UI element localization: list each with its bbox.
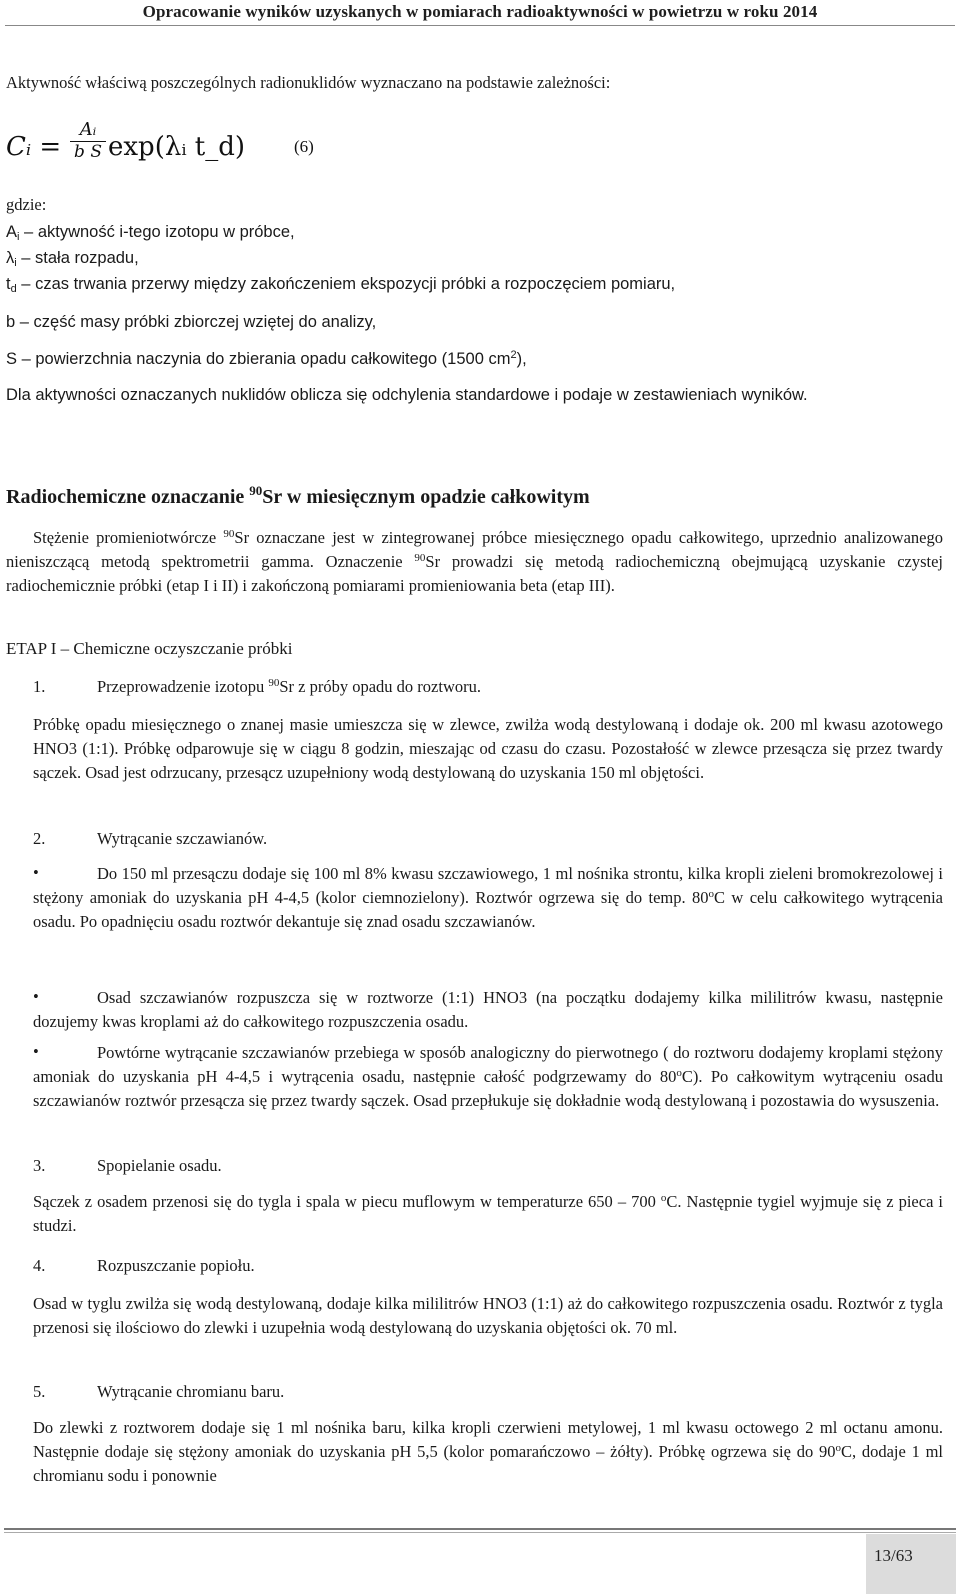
bullet-icon: • <box>33 1042 39 1061</box>
where-s-post: ), <box>516 350 527 368</box>
step-5-text-a: Do zlewki z roztworem dodaje się 1 ml nośnika baru, kilka kropli czerwieni metylowej, 1 ml kwasu octowego 2 ml octanu amonu. Następnie dodaje się stężony amoniak do uzyskania pH 5,5 (kolor pomarańczowo – żółty). Próbkę ogrzewa się do 90 <box>33 1418 943 1461</box>
step-5-text <box>33 1416 943 1488</box>
step-2-number: 2. <box>33 829 46 848</box>
formula-number: (6) <box>294 137 314 156</box>
where-description: – stała rozpadu, <box>16 249 139 267</box>
where-item-a <box>6 223 295 241</box>
step-5-title: Wytrącanie chromianu baru. <box>97 1382 285 1401</box>
formula-numerator: Aᵢ <box>70 120 106 142</box>
step-4-title: Rozpuszczanie popiołu. <box>97 1256 255 1275</box>
step-5-sup: o <box>835 1442 841 1454</box>
formula-rhs: exp(λᵢ t_d) <box>108 132 246 162</box>
para1-part-b: Sr oznaczane jest w zintegrowanej próbce miesięcznego opadu całkowitego, uprzednio analizowanego nieniszczącą metodą spektrometrii gamma. Oznaczenie <box>6 528 943 571</box>
where-description: – czas trwania przerwy między zakończeniem ekspozycji próbki a rozpoczęciem pomiaru, <box>16 275 676 293</box>
step-4-text: Osad w tyglu zwilża się wodą destylowaną, dodaje kilka mililitrów HNO3 (1:1) aż do całkowitego rozpuszczenia osadu. Roztwór z tygla przenosi się ilościowo do zlewki i uzupełnia wodą destylowaną do uzyskania objętości ok. 70 ml. <box>33 1294 943 1337</box>
intro-text: Aktywność właściwą poszczególnych radionuklidów wyznaczano na podstawie zależności: <box>6 73 611 92</box>
para1-sup-2: 90 <box>414 552 426 564</box>
where-subscript: d <box>10 283 17 295</box>
bullet-3-part-b: C). Po całkowitym wytrąceniu osadu szczawianów roztwór przesącza się przez twardy sączek. Osad przepłukuje się dokładnie wodą destylowaną i pozostawia do wysuszenia. <box>33 1067 944 1110</box>
step-1-title-sup: 90 <box>268 677 280 689</box>
section-heading <box>6 483 590 509</box>
step-3-text <box>33 1190 943 1238</box>
where-symbol: b <box>6 313 16 331</box>
where-item-b <box>6 313 376 331</box>
section-heading-sup: 90 <box>249 483 263 498</box>
step-1-title-pre: Przeprowadzenie izotopu <box>97 677 269 696</box>
para1-part-a: Stężenie promieniotwórcze <box>33 528 224 547</box>
formula-fraction <box>70 120 106 162</box>
step-3-text-b: C. Następnie tygiel wyjmuje się z pieca i studzi. <box>33 1192 943 1235</box>
bullet-icon: • <box>33 863 39 882</box>
bullet-3-text <box>33 1041 943 1113</box>
bullet-1-part-a: Do 150 ml przesączu dodaje się 100 ml 8% kwasu szczawiowego, 1 ml nośnika strontu, kilka kropli zieleni bromokrezolowej i stężony amoniak do uzyskania pH 4-4,5 (kolor ciemnozielony). Roztwór ogrzewa się do temp. 80 <box>33 864 943 907</box>
step-4-number: 4. <box>33 1256 46 1275</box>
etap-heading: ETAP I – Chemiczne oczyszczanie próbki <box>6 639 293 658</box>
formula-lhs: Cᵢ = <box>6 132 62 162</box>
step-2-title: Wytrącanie szczawianów. <box>97 829 268 848</box>
header-divider <box>5 25 955 26</box>
where-symbol: λ <box>6 249 15 267</box>
where-description: – część masy próbki zbiorczej wziętej do analizy, <box>15 313 377 331</box>
step-1-text: Próbkę opadu miesięcznego o znanej masie umieszcza się w zlewce, zwilża wodą destylowaną i dodaje ok. 200 ml kwasu azotowego HNO3 (1:1). Próbkę odparowuje się w ciągu 8 godzin, mieszając od czasu do czasu. Pozostałość w zlewce przesącza się przez twardy sączek. Osad jest odrzucany, przesącz uzupełniony wodą destylowaną do uzyskania 150 ml objętości. <box>33 715 943 782</box>
footer-divider-thin <box>4 1532 956 1533</box>
where-item-lambda <box>6 249 139 267</box>
bullet-3-part-a: Powtórne wytrącanie szczawianów przebiega w sposób analogiczny do pierwotnego ( do roztworu dodajemy kroplami stężony amoniak do uzyskania pH 4-4,5 i wytrącenia osadu, następnie całość podgrzewamy do 80 <box>33 1043 943 1086</box>
step-1-title <box>97 678 481 696</box>
sr90-intro-paragraph <box>6 526 943 598</box>
bullet-icon: • <box>33 987 39 1006</box>
step-3-number: 3. <box>33 1156 46 1175</box>
para1-part-c: Sr prowadzi się metodą radiochemiczną obejmującą uzyskanie czystej radiochemicznie próbki (etap I i II) i zakończoną pomiarami promieniowania beta (etap III). <box>6 552 944 595</box>
page-number: 13/63 <box>874 1546 913 1565</box>
bullet-1-sup: o <box>708 888 715 900</box>
step-1-title-post: Sr z próby opadu do roztworu. <box>279 677 481 696</box>
where-symbol: A <box>6 223 18 241</box>
header-title: Opracowanie wyników uzyskanych w pomiarach radioaktywności w powietrzu w roku 2014 <box>142 2 818 21</box>
para1-sup-1: 90 <box>223 528 235 540</box>
where-subscript: i <box>17 231 20 243</box>
formula-6 <box>6 118 336 172</box>
section-heading-post: Sr w miesięcznym opadzie całkowitym <box>262 486 590 508</box>
where-item-s <box>6 350 527 368</box>
where-label: gdzie: <box>6 195 47 214</box>
bullet-1-part-b: C w celu całkowitego wytrącenia osadu. Po opadnięciu osadu roztwór dekantuje się znad osadu szczawianów. <box>33 888 944 931</box>
formula-denominator: b S <box>74 142 102 162</box>
bullet-1-text <box>33 862 943 934</box>
footer-divider <box>4 1528 956 1530</box>
where-s-text: S – powierzchnia naczynia do zbierania opadu całkowitego (1500 cm <box>6 350 511 368</box>
where-symbol: t <box>6 275 11 293</box>
where-description: – aktywność i-tego izotopu w próbce, <box>19 223 295 241</box>
bullet-2-text: Osad szczawianów rozpuszcza się w roztworze (1:1) HNO3 (na początku dodajemy kilka mililitrów kwasu, następnie dozujemy kwas kroplami aż do całkowitego rozpuszczenia osadu. <box>33 988 943 1031</box>
step-3-title: Spopielanie osadu. <box>97 1156 222 1175</box>
standard-deviation-note: Dla aktywności oznaczanych nuklidów oblicza się odchylenia standardowe i podaje w zestawieniach wyników. <box>6 386 808 404</box>
page-header <box>0 0 960 30</box>
step-3-text-a: Sączek z osadem przenosi się do tygla i spala w piecu muflowym w temperaturze 650 – 700 <box>33 1192 661 1211</box>
where-s-sup: 2 <box>510 349 517 361</box>
bullet-3-sup: o <box>676 1067 682 1079</box>
step-3-sup: o <box>660 1192 667 1204</box>
where-item-t <box>6 275 675 293</box>
step-5-number: 5. <box>33 1382 46 1401</box>
step-1-number: 1. <box>33 677 46 696</box>
section-heading-pre: Radiochemiczne oznaczanie <box>6 486 250 508</box>
step-5-text-b: C, dodaje 1 ml chromianu sodu i ponownie <box>33 1442 944 1485</box>
where-subscript: i <box>14 257 17 269</box>
